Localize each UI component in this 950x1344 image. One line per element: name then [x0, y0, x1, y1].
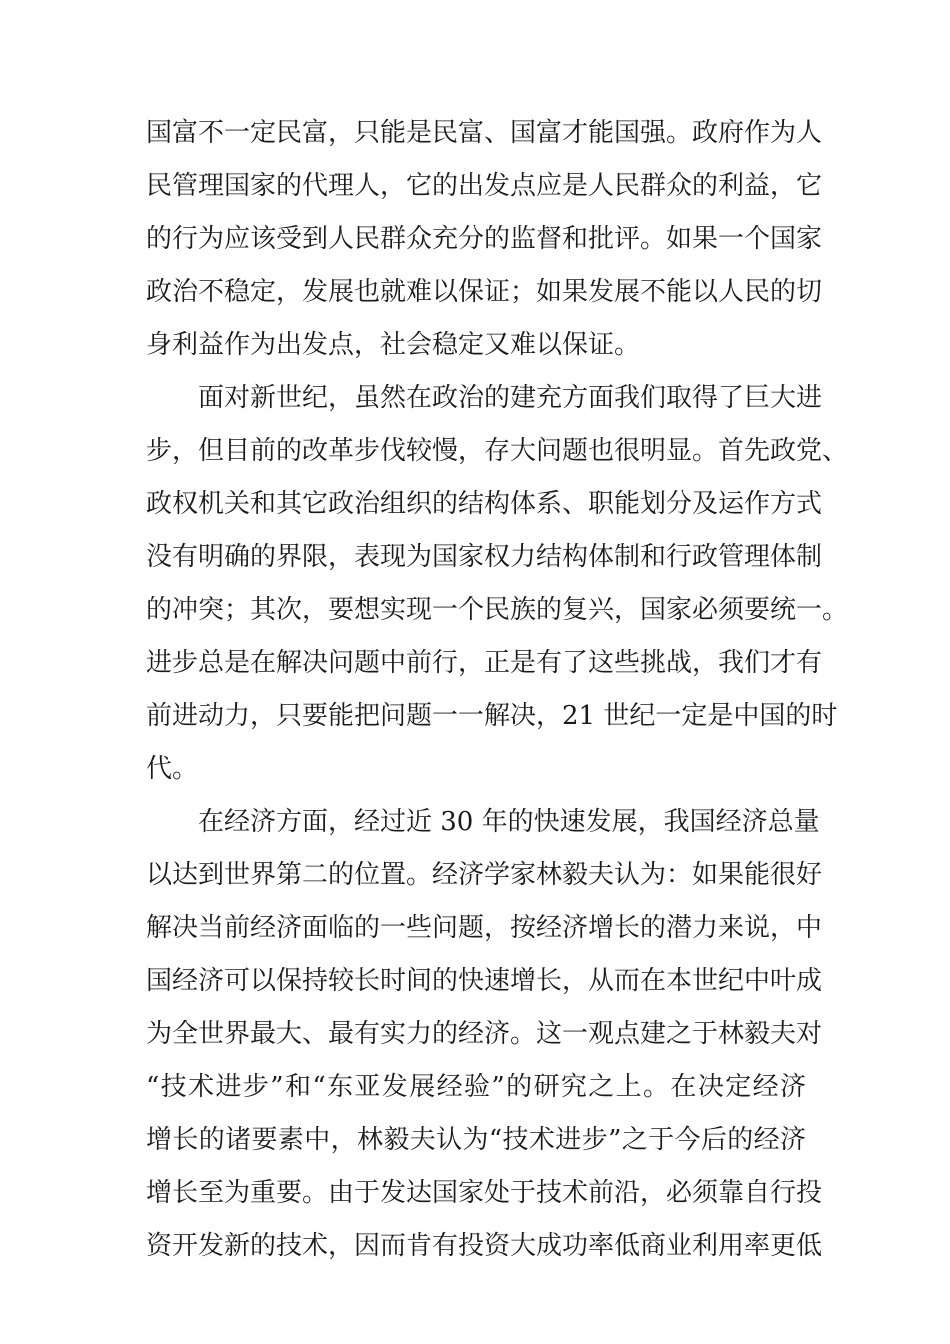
text-line: 步，但目前的改革步伐较慢，存大问题也很明显。首先政党、 — [146, 436, 849, 466]
text-line: 资开发新的技术，因而肯有投资大成功率低商业利用率更低 — [146, 1231, 823, 1261]
text-line: 民管理国家的代理人，它的出发点应是人民群众的利益，它 — [146, 171, 823, 201]
text-line: 政权机关和其它政治组织的结构体系、职能划分及运作方式 — [146, 489, 823, 519]
text-line: 为全世界最大、最有实力的经济。这一观点建之于林毅夫对 — [146, 1019, 823, 1049]
text-line: 增长的诸要素中，林毅夫认为“技术进步”之于今后的经济 — [146, 1125, 806, 1155]
paragraph-2 — [146, 372, 849, 796]
paragraph-1 — [146, 107, 823, 372]
text-line: 政治不稳定，发展也就难以保证；如果发展不能以人民的切 — [146, 277, 823, 307]
text-line: 国富不一定民富，只能是民富、国富才能国强。政府作为人 — [146, 118, 823, 148]
text-line: 进步总是在解决问题中前行，正是有了这些挑战，我们才有 — [146, 648, 823, 678]
text-line: “技术进步”和“东亚发展经验”的研究之上。在决定经济 — [146, 1072, 806, 1102]
text-line: 的行为应该受到人民群众充分的监督和批评。如果一个国家 — [146, 224, 823, 254]
text-line: 在经济方面，经过近 30 年的快速发展，我国经济总量 — [198, 807, 820, 837]
text-line: 国经济可以保持较长时间的快速增长，从而在本世纪中叶成 — [146, 966, 823, 996]
text-line: 增长至为重要。由于发达国家处于技术前沿，必须靠自行投 — [146, 1178, 823, 1208]
text-line: 代。 — [146, 754, 199, 784]
paragraph-3 — [146, 796, 823, 1273]
text-line: 解决当前经济面临的一些问题，按经济增长的潜力来说，中 — [146, 913, 823, 943]
text-line: 以达到世界第二的位置。经济学家林毅夫认为：如果能很好 — [146, 860, 823, 890]
text-line: 前进动力，只要能把问题一一解决，21 世纪一定是中国的时 — [146, 701, 838, 731]
text-line: 身利益作为出发点，社会稳定又难以保证。 — [146, 330, 641, 360]
text-line: 没有明确的界限，表现为国家权力结构体制和行政管理体制 — [146, 542, 823, 572]
text-line: 的冲突；其次，要想实现一个民族的复兴，国家必须要统一。 — [146, 595, 849, 625]
body-text — [146, 107, 849, 1273]
text-line: 面对新世纪，虽然在政治的建充方面我们取得了巨大进 — [198, 383, 823, 413]
